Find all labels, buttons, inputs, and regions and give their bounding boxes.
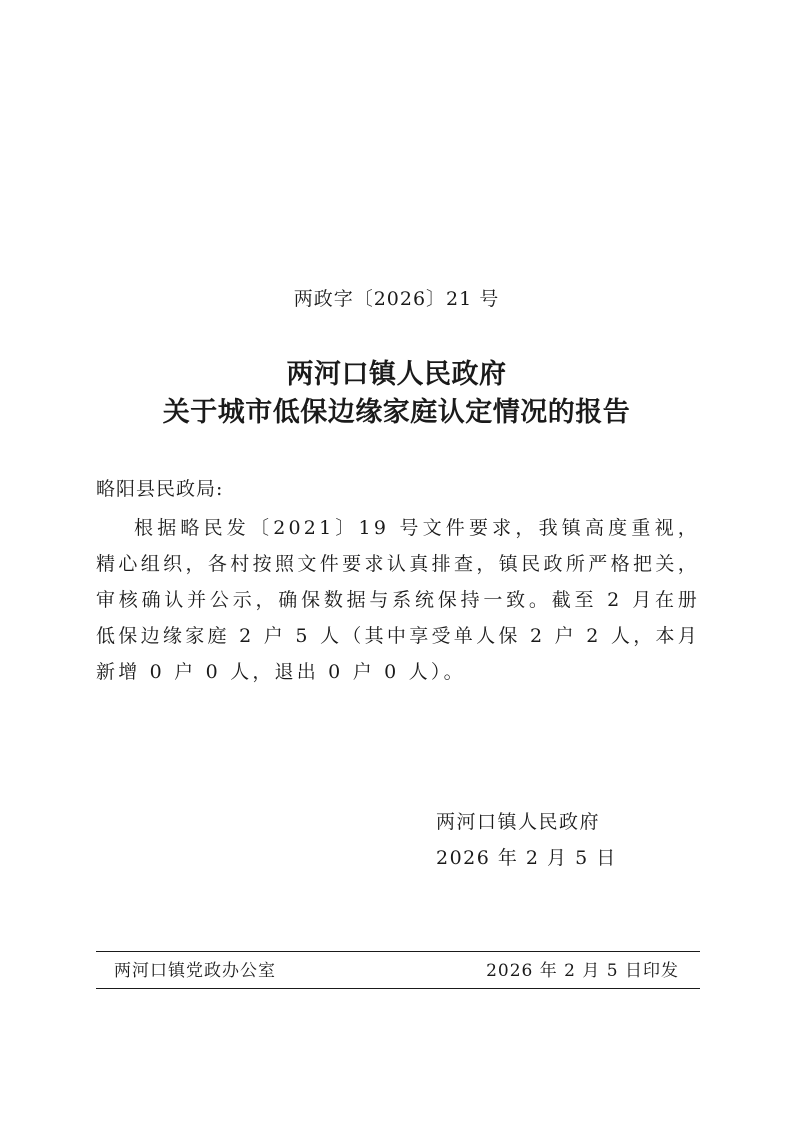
document-title-line-2: 关于城市低保边缘家庭认定情况的报告 — [162, 397, 631, 428]
footer-issuer: 两河口镇党政办公室 — [114, 961, 276, 981]
footer-issue-date: 2026 年 2 月 5 日印发 — [486, 961, 679, 981]
signature-date: 2026 年 2 月 5 日 — [436, 847, 617, 869]
document-number: 两政字〔2026〕21 号 — [293, 288, 500, 310]
body-paragraph: 根据略民发〔2021〕19 号文件要求，我镇高度重视，精心组织，各村按照文件要求认真排查，镇民政所严格把关，审核确认并公示，确保数据与系统保持一致。截至 2 月在册低保边缘家庭 2 户 5 人（其中享受单人保 2 户 2 人，本月新增 0 户 0 人，退出 0 户 0 人）。 — [96, 517, 700, 683]
document-title-line-1: 两河口镇人民政府 — [286, 359, 507, 390]
signature-block — [436, 804, 617, 876]
document-title — [0, 356, 793, 432]
signature-organization: 两河口镇人民政府 — [436, 811, 601, 833]
footer-bottom-rule — [96, 988, 700, 989]
footer-top-rule — [96, 951, 700, 952]
salutation: 略阳县民政局: — [96, 478, 224, 500]
